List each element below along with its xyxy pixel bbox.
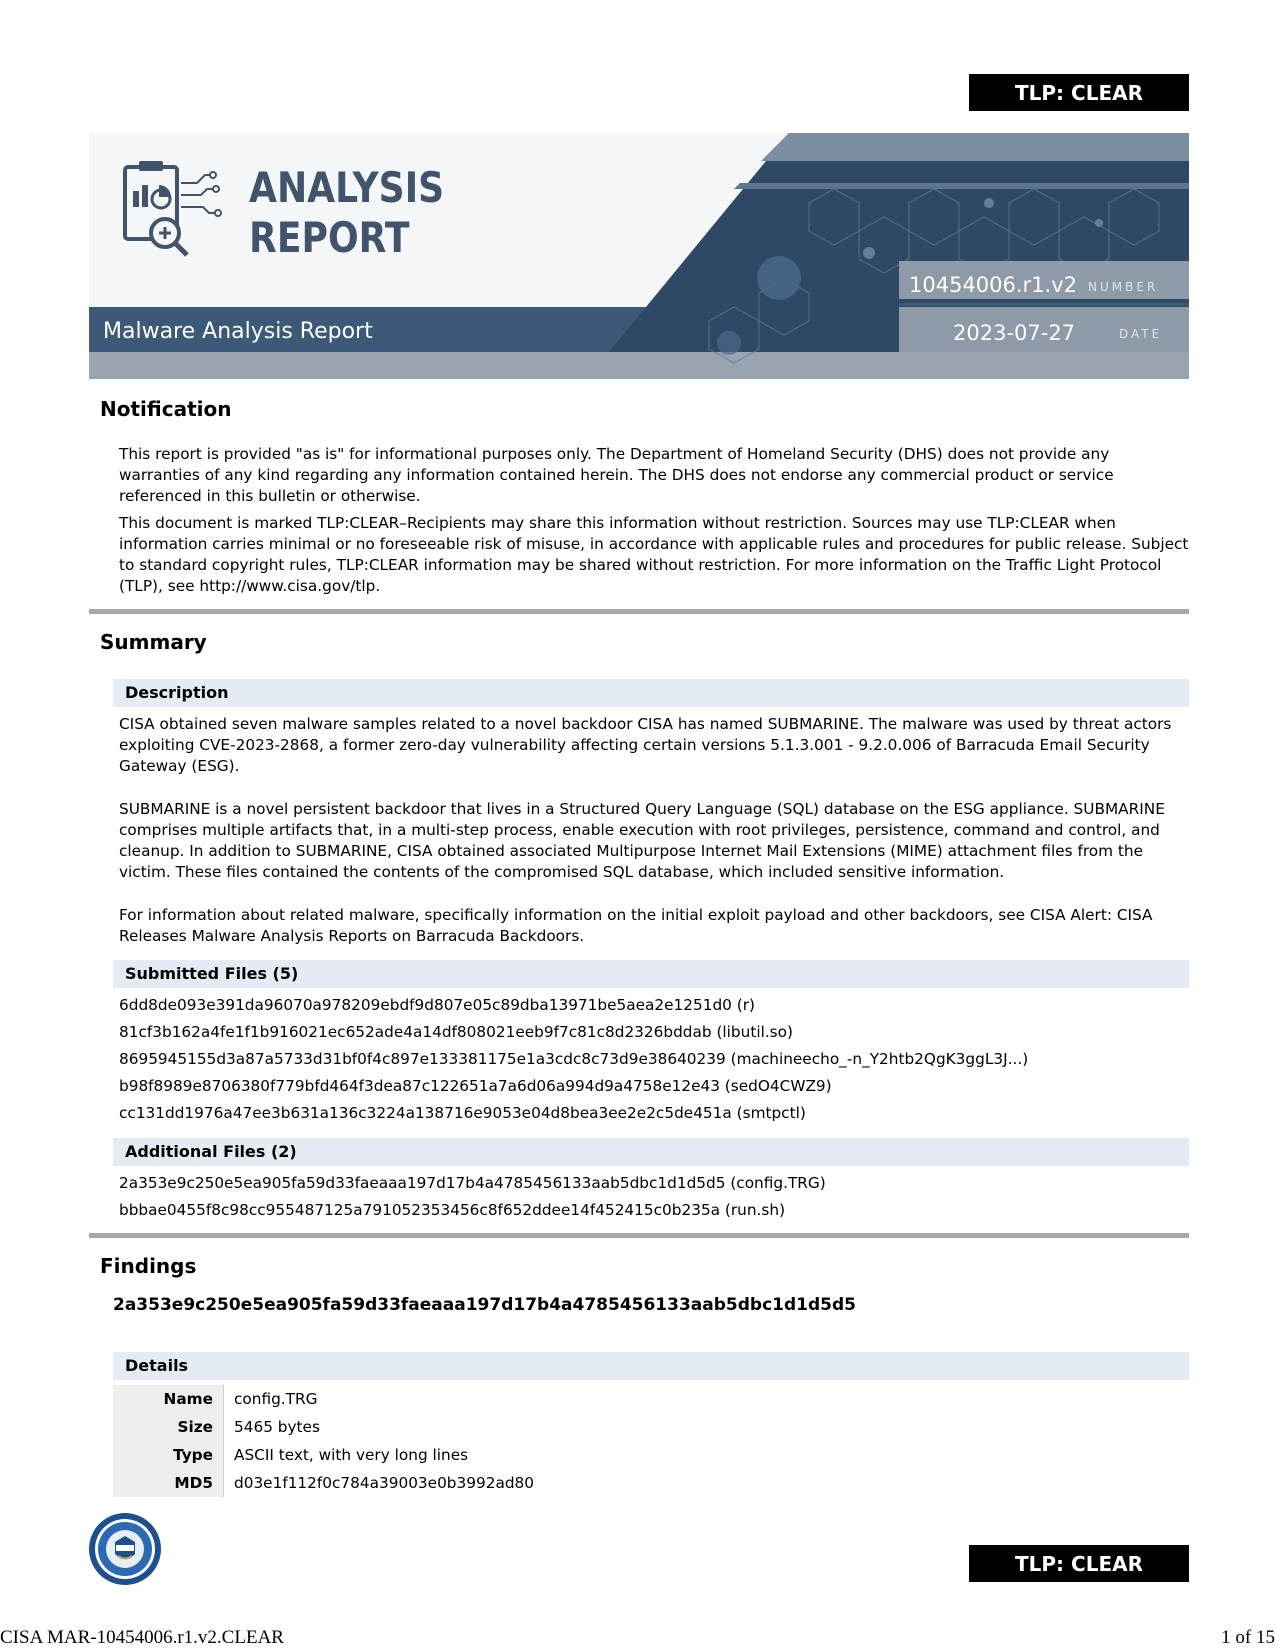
- tlp-badge-bottom: TLP: CLEAR: [969, 1545, 1189, 1582]
- submitted-files-list: [119, 992, 1194, 1127]
- notification-title: Notification: [100, 397, 232, 421]
- detail-key: Name: [113, 1385, 224, 1413]
- report-date-label: DATE: [1119, 327, 1163, 341]
- banner-title-line2: REPORT: [249, 213, 410, 262]
- report-date: 2023-07-27: [953, 321, 1076, 345]
- footer-page-number: 1 of 15: [1221, 1627, 1275, 1648]
- banner-subtitle: Malware Analysis Report: [103, 319, 373, 344]
- cisa-seal-icon: [88, 1512, 162, 1586]
- file-item: 8695945155d3a87a5733d31bf0f4c897e133381175e1a3cdc8c73d9e38640239 (machineecho_-n_Y2htb2QgK3ggL3J...): [119, 1050, 1029, 1068]
- summary-paragraph-2: SUBMARINE is a novel persistent backdoor that lives in a Structured Query Language (SQL) database on the ESG appliance. SUBMARINE comprises multiple artifacts that, in a multi-step process, enable execution with root privileges, persistence, command and control, and cleanup. In addition to SUBMARINE, CISA obtained associated Multipurpose Internet Mail Extensions (MIME) attachment files from the victim. These files contained the contents of the compromised SQL database, which included sensitive information.: [119, 800, 1165, 881]
- section-divider: [89, 1233, 1189, 1238]
- findings-title: Findings: [100, 1254, 197, 1278]
- tlp-badge-top: TLP: CLEAR: [969, 74, 1189, 111]
- summary-paragraph-3: For information about related malware, specifically information on the initial exploit payload and other backdoors, see CISA Alert: CISA Releases Malware Analysis Reports on Barracuda Backdoors.: [119, 906, 1153, 945]
- report-banner: [89, 133, 1189, 379]
- details-subhead: Details: [113, 1352, 1189, 1380]
- detail-key: MD5: [113, 1469, 224, 1497]
- file-item: bbbae0455f8c98cc955487125a791052353456c8f652ddee14f452415c0b235a (run.sh): [119, 1201, 786, 1219]
- detail-key: Size: [113, 1413, 224, 1441]
- detail-key: Type: [113, 1441, 224, 1469]
- banner-title: [249, 163, 444, 263]
- section-divider: [89, 609, 1189, 614]
- footer-document-id: CISA MAR-10454006.r1.v2.CLEAR: [0, 1627, 284, 1648]
- additional-files-list: [119, 1170, 1194, 1224]
- detail-value: ASCII text, with very long lines: [234, 1446, 469, 1464]
- file-item: 6dd8de093e391da96070a978209ebdf9d807e05c89dba13971be5aea2e1251d0 (r): [119, 996, 756, 1014]
- submitted-files-subhead: Submitted Files (5): [113, 960, 1189, 988]
- details-table: [113, 1385, 544, 1497]
- summary-paragraph-1: CISA obtained seven malware samples related to a novel backdoor CISA has named SUBMARINE. The malware was used by threat actors exploiting CVE-2023-2868, a former zero-day vulnerability affecting certain versions 5.1.3.001 - 9.2.0.006 of Barracuda Email Security Gateway (ESG).: [119, 715, 1172, 775]
- table-row: [113, 1413, 544, 1441]
- file-item: 81cf3b162a4fe1f1b916021ec652ade4a14df808021eeb9f7c81c8d2326bddab (libutil.so): [119, 1023, 793, 1041]
- detail-value: d03e1f112f0c784a39003e0b3992ad80: [234, 1474, 534, 1492]
- summary-title: Summary: [100, 630, 207, 654]
- report-number-label: NUMBER: [1088, 280, 1159, 294]
- table-row: [113, 1441, 544, 1469]
- notification-paragraph-2: This document is marked TLP:CLEAR–Recipients may share this information without restriction. Sources may use TLP:CLEAR when information carries minimal or no foreseeable risk of misuse, in accordance with applicable rules and procedures for public release. Subject to standard copyright rules, TLP:CLEAR information may be shared without restriction. For more information on the Traffic Light Protocol (TLP), see http://www.cisa.gov/tlp.: [119, 514, 1189, 595]
- table-row: [113, 1385, 544, 1413]
- file-item: cc131dd1976a47ee3b631a136c3224a138716e9053e04d8bea3ee2e2c5de451a (smtpctl): [119, 1104, 806, 1122]
- finding-hash-heading: 2a353e9c250e5ea905fa59d33faeaaa197d17b4a4785456133aab5dbc1d1d5d5: [113, 1295, 856, 1315]
- description-subhead: Description: [113, 679, 1189, 707]
- file-item: b98f8989e8706380f779bfd464f3dea87c122651a7a6d06a994d9a4758e12e43 (sedO4CWZ9): [119, 1077, 832, 1095]
- banner-title-line1: ANALYSIS: [249, 163, 445, 212]
- detail-value: config.TRG: [234, 1390, 318, 1408]
- detail-value: 5465 bytes: [234, 1418, 320, 1436]
- notification-paragraph-1: This report is provided "as is" for informational purposes only. The Department of Homeland Security (DHS) does not provide any warranties of any kind regarding any information contained herein. The DHS does not endorse any commercial product or service referenced in this bulletin or otherwise.: [119, 445, 1114, 505]
- table-row: [113, 1469, 544, 1497]
- report-number: 10454006.r1.v2: [909, 273, 1078, 297]
- additional-files-subhead: Additional Files (2): [113, 1138, 1189, 1166]
- file-item: 2a353e9c250e5ea905fa59d33faeaaa197d17b4a4785456133aab5dbc1d1d5d5 (config.TRG): [119, 1174, 826, 1192]
